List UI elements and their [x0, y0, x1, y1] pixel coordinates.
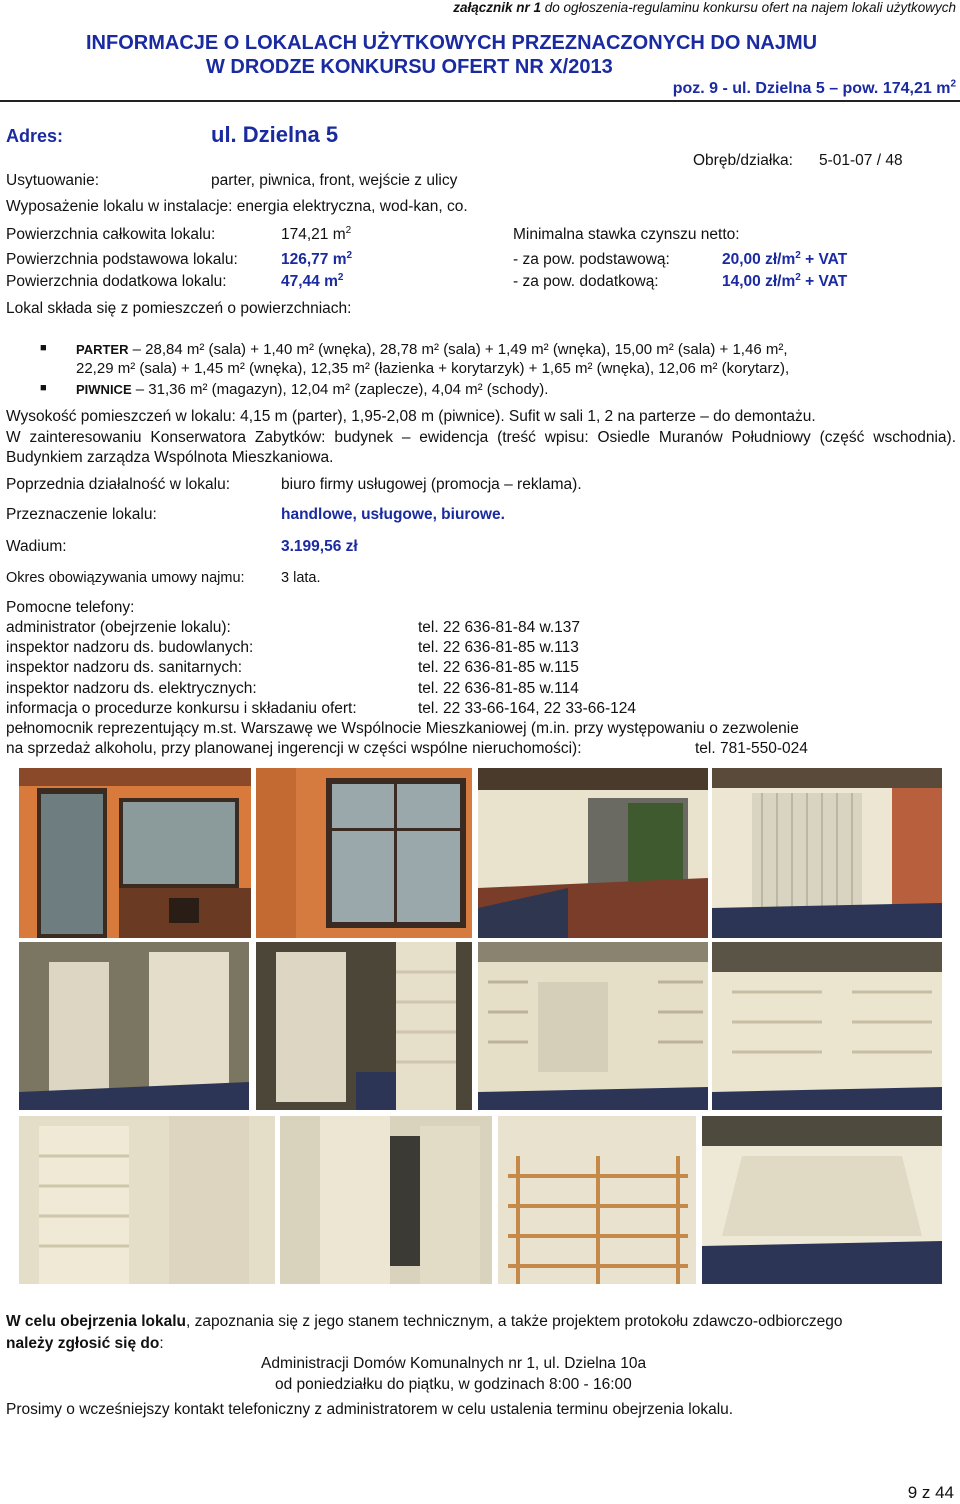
footer-admin: Administracji Domów Komunalnych nr 1, ul. Dzielna 10a	[261, 1355, 647, 1372]
photo-basement-shelving-wall	[712, 942, 942, 1110]
phone-label-0: administrator (obejrzenie lokalu):	[6, 619, 231, 636]
obreb-label: Obręb/działka:	[693, 152, 793, 169]
stawka-dod-label: - za pow. dodatkową:	[513, 273, 659, 290]
min-stawka-label: Minimalna stawka czynszu netto:	[513, 226, 740, 243]
address-value: ul. Dzielna 5	[211, 122, 339, 147]
phone-tel-4: tel. 22 33-66-164, 22 33-66-124	[418, 700, 637, 717]
photo-basement-white-shelves	[19, 1116, 275, 1284]
photo-basement-shelves	[256, 942, 472, 1110]
bullet-icon: ■	[40, 382, 47, 394]
phone-tel-3: tel. 22 636-81-85 w.114	[418, 680, 579, 697]
piwnice-text: PIWNICE – 31,36 m² (magazyn), 12,04 m² (zaplecze), 4,04 m² (schody).	[76, 381, 549, 398]
appendix-note: załącznik nr 1 do ogłoszenia-regulaminu konkursu ofert na najem lokali użytkowych	[453, 0, 956, 15]
pow-dodatkowa-value: 47,44 $m^2$	[281, 271, 344, 290]
pow-calkowita-value: 174,21 $m^2$	[281, 224, 352, 243]
phone-label-4: informacja o procedurze konkursu i składaniu ofert:	[6, 700, 357, 717]
konserwator-text: W zainteresowaniu Konserwatora Zabytków: budynek – ewidencja (treść wpisu: Osiedle Muranów Południowy (część wschodnia). Budynkiem zarządza Wspólnota Mieszkaniowa.	[6, 429, 956, 466]
position-label: poz. 9 - ul. Dzielna 5 – pow. 174,21 $m^2$	[672, 78, 956, 97]
photo-interior-brick-wall	[712, 768, 942, 938]
obreb-value: 5-01-07 / 48	[819, 152, 903, 169]
pelnomocnik-line2: na sprzedaż alkoholu, przy planowanej ingerencji w części wspólne nieruchomości):	[6, 740, 582, 757]
document-title-line1: INFORMACJE O LOKALACH UŻYTKOWYCH PRZEZNACZONYCH DO NAJMU	[86, 32, 818, 54]
przeznaczenie-label: Przeznaczenie lokalu:	[6, 506, 157, 523]
parter-text: PARTER – 28,84 m² (sala) + 1,40 m² (wnęka), 28,78 m² (sala) + 1,49 m² (wnęka), 15,00 m² (sala) + 1,46 m², 22,29 m² (sala) + 1,45 m² (wnęka), 12,35 m² (łazienka + korytarzyk) + 1,65 m² (wnęka), 12,06 m² (korytarz),	[76, 341, 790, 377]
pelnomocnik-line1: pełnomocnik reprezentujący m.st. Warszawę we Wspólnocie Mieszkaniowej (m.in. przy występowaniu o zezwolenie	[6, 720, 799, 737]
footer-hours: od poniedziałku do piątku, w godzinach 8:00 - 16:00	[275, 1376, 632, 1393]
stawka-podst-label: - za pow. podstawową:	[513, 251, 670, 268]
photo-basement-room	[478, 942, 708, 1110]
lokal-sklada-text: Lokal składa się z pomieszczeń o powierzchniach:	[6, 300, 352, 317]
phone-label-1: inspektor nadzoru ds. budowlanych:	[6, 639, 254, 656]
wadium-label: Wadium:	[6, 538, 67, 555]
usytuowanie-value: parter, piwnica, front, wejście z ulicy	[211, 172, 458, 189]
pow-podstawowa-label: Powierzchnia podstawowa lokalu:	[6, 251, 238, 268]
stawka-dod-value: 14,00 $zł/m^2$ + VAT	[722, 271, 848, 290]
wadium-value: 3.199,56 zł	[281, 538, 358, 555]
photo-interior-hall	[478, 768, 708, 938]
poprzednia-value: biuro firmy usługowej (promocja – reklama).	[281, 476, 582, 493]
phone-tel-0: tel. 22 636-81-84 w.137	[418, 619, 581, 636]
address-label: Adres:	[6, 126, 64, 146]
usytuowanie-label: Usytuowanie:	[6, 172, 100, 189]
poprzednia-label: Poprzednia działalność w lokalu:	[6, 476, 231, 493]
photo-basement-wooden-racks	[498, 1116, 696, 1284]
okres-label: Okres obowiązywania umowy najmu:	[6, 570, 245, 586]
photo-basement-partitions	[19, 942, 249, 1110]
phone-label-3: inspektor nadzoru ds. elektrycznych:	[6, 680, 257, 697]
phone-tel-2: tel. 22 636-81-85 w.115	[418, 659, 579, 676]
header-divider	[0, 100, 960, 102]
photo-basement-empty-room	[702, 1116, 942, 1284]
bullet-icon: ■	[40, 342, 47, 354]
page-number: 9 z 44	[907, 1483, 954, 1502]
phone-label-2: inspektor nadzoru ds. sanitarnych:	[6, 659, 243, 676]
stawka-podst-value: 20,00 $zł/m^2$ + VAT	[722, 249, 848, 268]
wysokosc-text: Wysokość pomieszczeń w lokalu: 4,15 m (parter), 1,95-2,08 m (piwnice). Sufit w sali 1, 2 na parterze – do demontażu.	[6, 408, 816, 425]
telefony-header: Pomocne telefony:	[6, 599, 135, 616]
photo-facade-entrance	[19, 768, 251, 938]
footer-line1: W celu obejrzenia lokalu, zapoznania się z jego stanem technicznym, a także projektem protokołu zdawczo-odbiorczego	[6, 1313, 843, 1330]
pow-calkowita-label: Powierzchnia całkowita lokalu:	[6, 226, 216, 243]
pelnomocnik-tel: tel. 781-550-024	[695, 740, 808, 757]
document-title-line2: W DRODZE KONKURSU OFERT NR X/2013	[206, 56, 613, 78]
okres-value: 3 lata.	[281, 570, 321, 586]
pow-dodatkowa-label: Powierzchnia dodatkowa lokalu:	[6, 273, 227, 290]
photo-facade-windows	[256, 768, 472, 938]
footer-line2: należy zgłosić się do:	[6, 1335, 164, 1352]
phone-tel-1: tel. 22 636-81-85 w.113	[418, 639, 579, 656]
pow-podstawowa-value: 126,77 $m^2$	[281, 249, 353, 268]
wyposazenie-text: Wyposażenie lokalu w instalacje: energia elektryczna, wod-kan, co.	[6, 198, 468, 215]
przeznaczenie-value: handlowe, usługowe, biurowe.	[281, 506, 505, 523]
photo-basement-corridor	[280, 1116, 492, 1284]
footer-note: Prosimy o wcześniejszy kontakt telefoniczny z administratorem w celu ustalenia terminu obejrzenia lokalu.	[6, 1401, 734, 1418]
